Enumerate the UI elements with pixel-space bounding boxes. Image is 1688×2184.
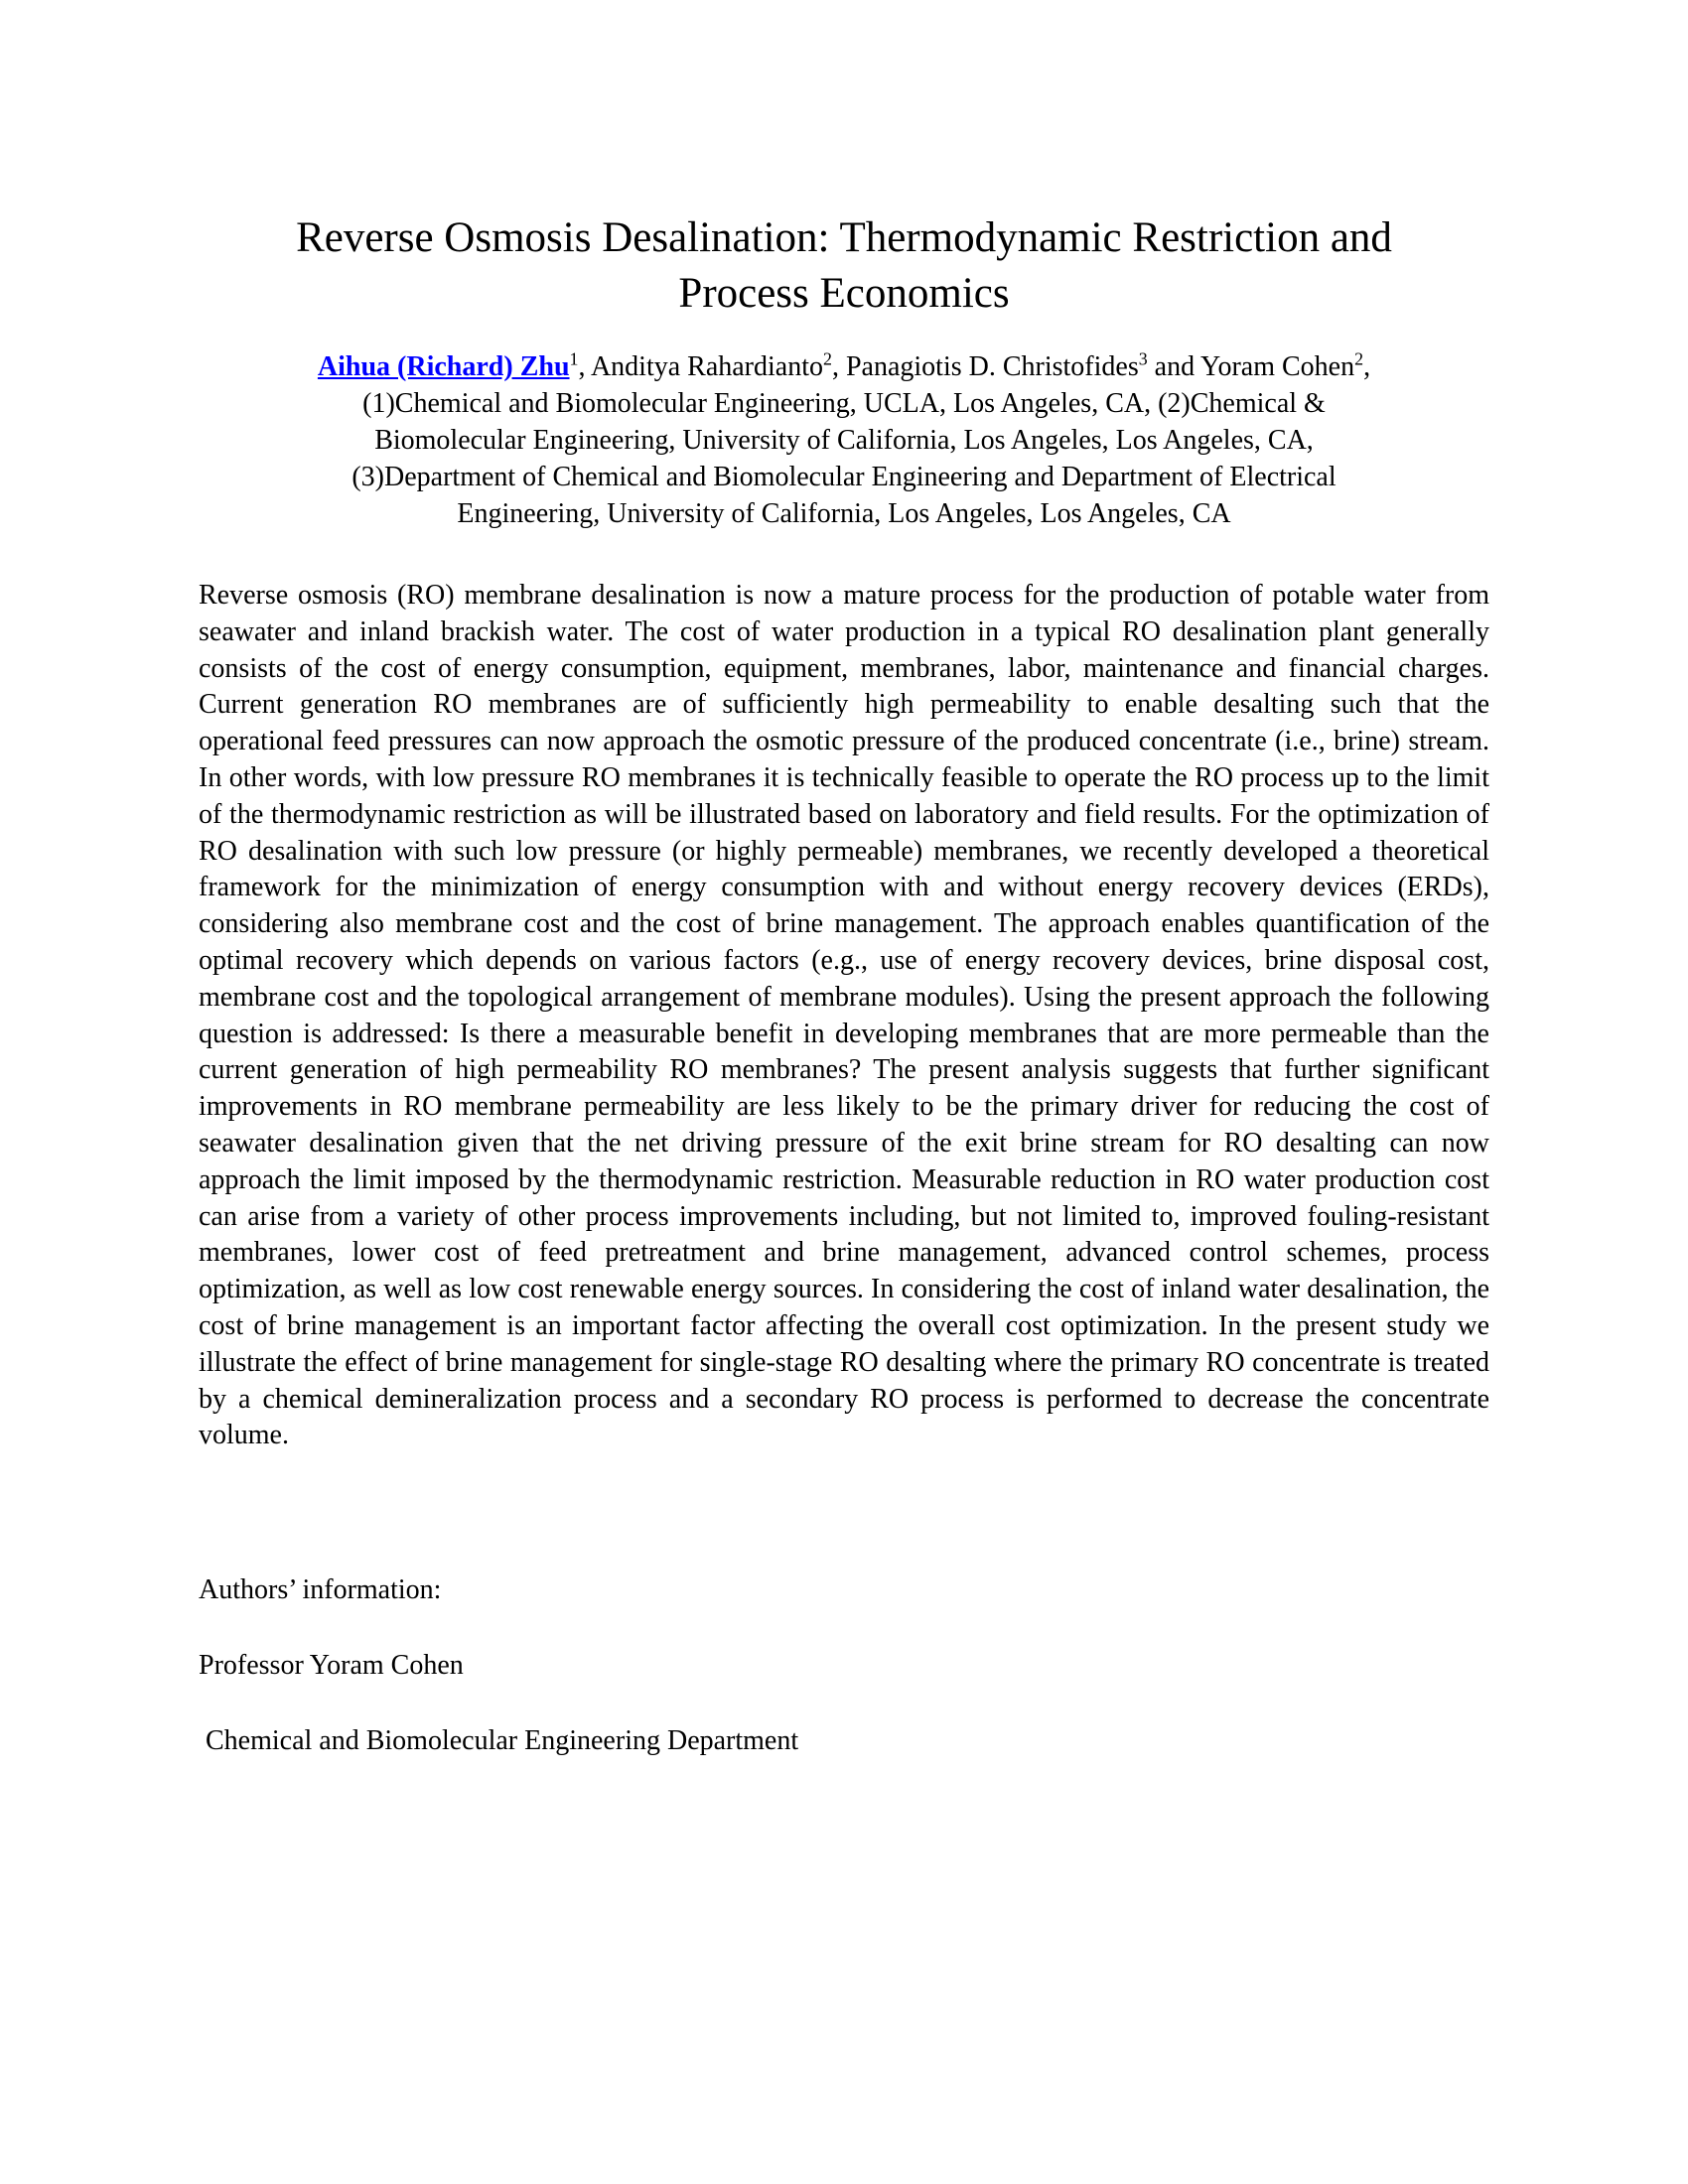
paper-title: [199, 210, 1489, 322]
author-name-anditya-rahardianto: , Anditya Rahardianto: [578, 351, 823, 382]
author-name-yoram-cohen: and Yoram Cohen: [1147, 351, 1355, 382]
paper-title-line-1: Reverse Osmosis Desalination: Thermodynamic Restriction and: [296, 214, 1392, 261]
author-line: [199, 348, 1489, 385]
author-link-aihua-richard-zhu[interactable]: Aihua (Richard) Zhu: [317, 351, 570, 382]
author-superscript-2: 2: [823, 348, 832, 369]
affiliation-line-4: Engineering, University of California, Los Angeles, Los Angeles, CA: [457, 498, 1231, 529]
author-superscript-1: 1: [569, 348, 579, 369]
abstract-paragraph: Reverse osmosis (RO) membrane desalination is now a mature process for the production of potable water from seawater and inland brackish water. The cost of water production in a typical RO desalination plant generally consists of the cost of energy consumption, equipment, membranes, labor, maintenance and financial charges. Current generation RO membranes are of sufficiently high permeability to enable desalting such that the operational feed pressures can now approach the osmotic pressure of the produced concentrate (i.e., brine) stream. In other words, with low pressure RO membranes it is technically feasible to operate the RO process up to the limit of the thermodynamic restriction as will be illustrated based on laboratory and field results. For the optimization of RO desalination with such low pressure (or highly permeable) membranes, we recently developed a theoretical framework for the minimization of energy consumption with and without energy recovery devices (ERDs), considering also membrane cost and the cost of brine management. The approach enables quantification of the optimal recovery which depends on various factors (e.g., use of energy recovery devices, brine disposal cost, membrane cost and the topological arrangement of membrane modules). Using the present approach the following question is addressed: Is there a measurable benefit in developing membranes that are more permeable than the current generation of high permeability RO membranes? The present analysis suggests that further significant improvements in RO membrane permeability are less likely to be the primary driver for reducing the cost of seawater desalination given that the net driving pressure of the exit brine stream for RO desalting can now approach the limit imposed by the thermodynamic restriction. Measurable reduction in RO water production cost can arise from a variety of other process improvements including, but not limited to, improved fouling-resistant membranes, lower cost of feed pretreatment and brine management, advanced control schemes, process optimization, as well as low cost renewable energy sources. In considering the cost of inland water desalination, the cost of brine management is an important factor affecting the overall cost optimization. In the present study we illustrate the effect of brine management for single-stage RO desalting where the primary RO concentrate is treated by a chemical demineralization process and a secondary RO process is performed to decrease the concentrate volume.: [199, 580, 1489, 1451]
authors-and-affiliations: [199, 348, 1489, 532]
author-superscript-3: 3: [1138, 348, 1148, 369]
author-line-trailing-comma: ,: [1363, 351, 1371, 382]
author-superscript-4: 2: [1354, 348, 1364, 369]
author-info-name: Professor Yoram Cohen: [199, 1650, 464, 1682]
author-name-panagiotis-christofides: , Panagiotis D. Christofides: [831, 351, 1139, 382]
author-info-department: Chemical and Biomolecular Engineering Department: [199, 1725, 799, 1757]
authors-information-heading: Authors’ information:: [199, 1574, 442, 1606]
affiliation-line-1: (1)Chemical and Biomolecular Engineering, UCLA, Los Angeles, CA, (2)Chemical &: [362, 388, 1326, 419]
paper-title-line-2: Process Economics: [678, 270, 1010, 317]
affiliation-line-3: (3)Department of Chemical and Biomolecular Engineering and Department of Electrical: [352, 462, 1336, 492]
affiliation-line-2: Biomolecular Engineering, University of California, Los Angeles, Los Angeles, CA,: [374, 425, 1314, 456]
